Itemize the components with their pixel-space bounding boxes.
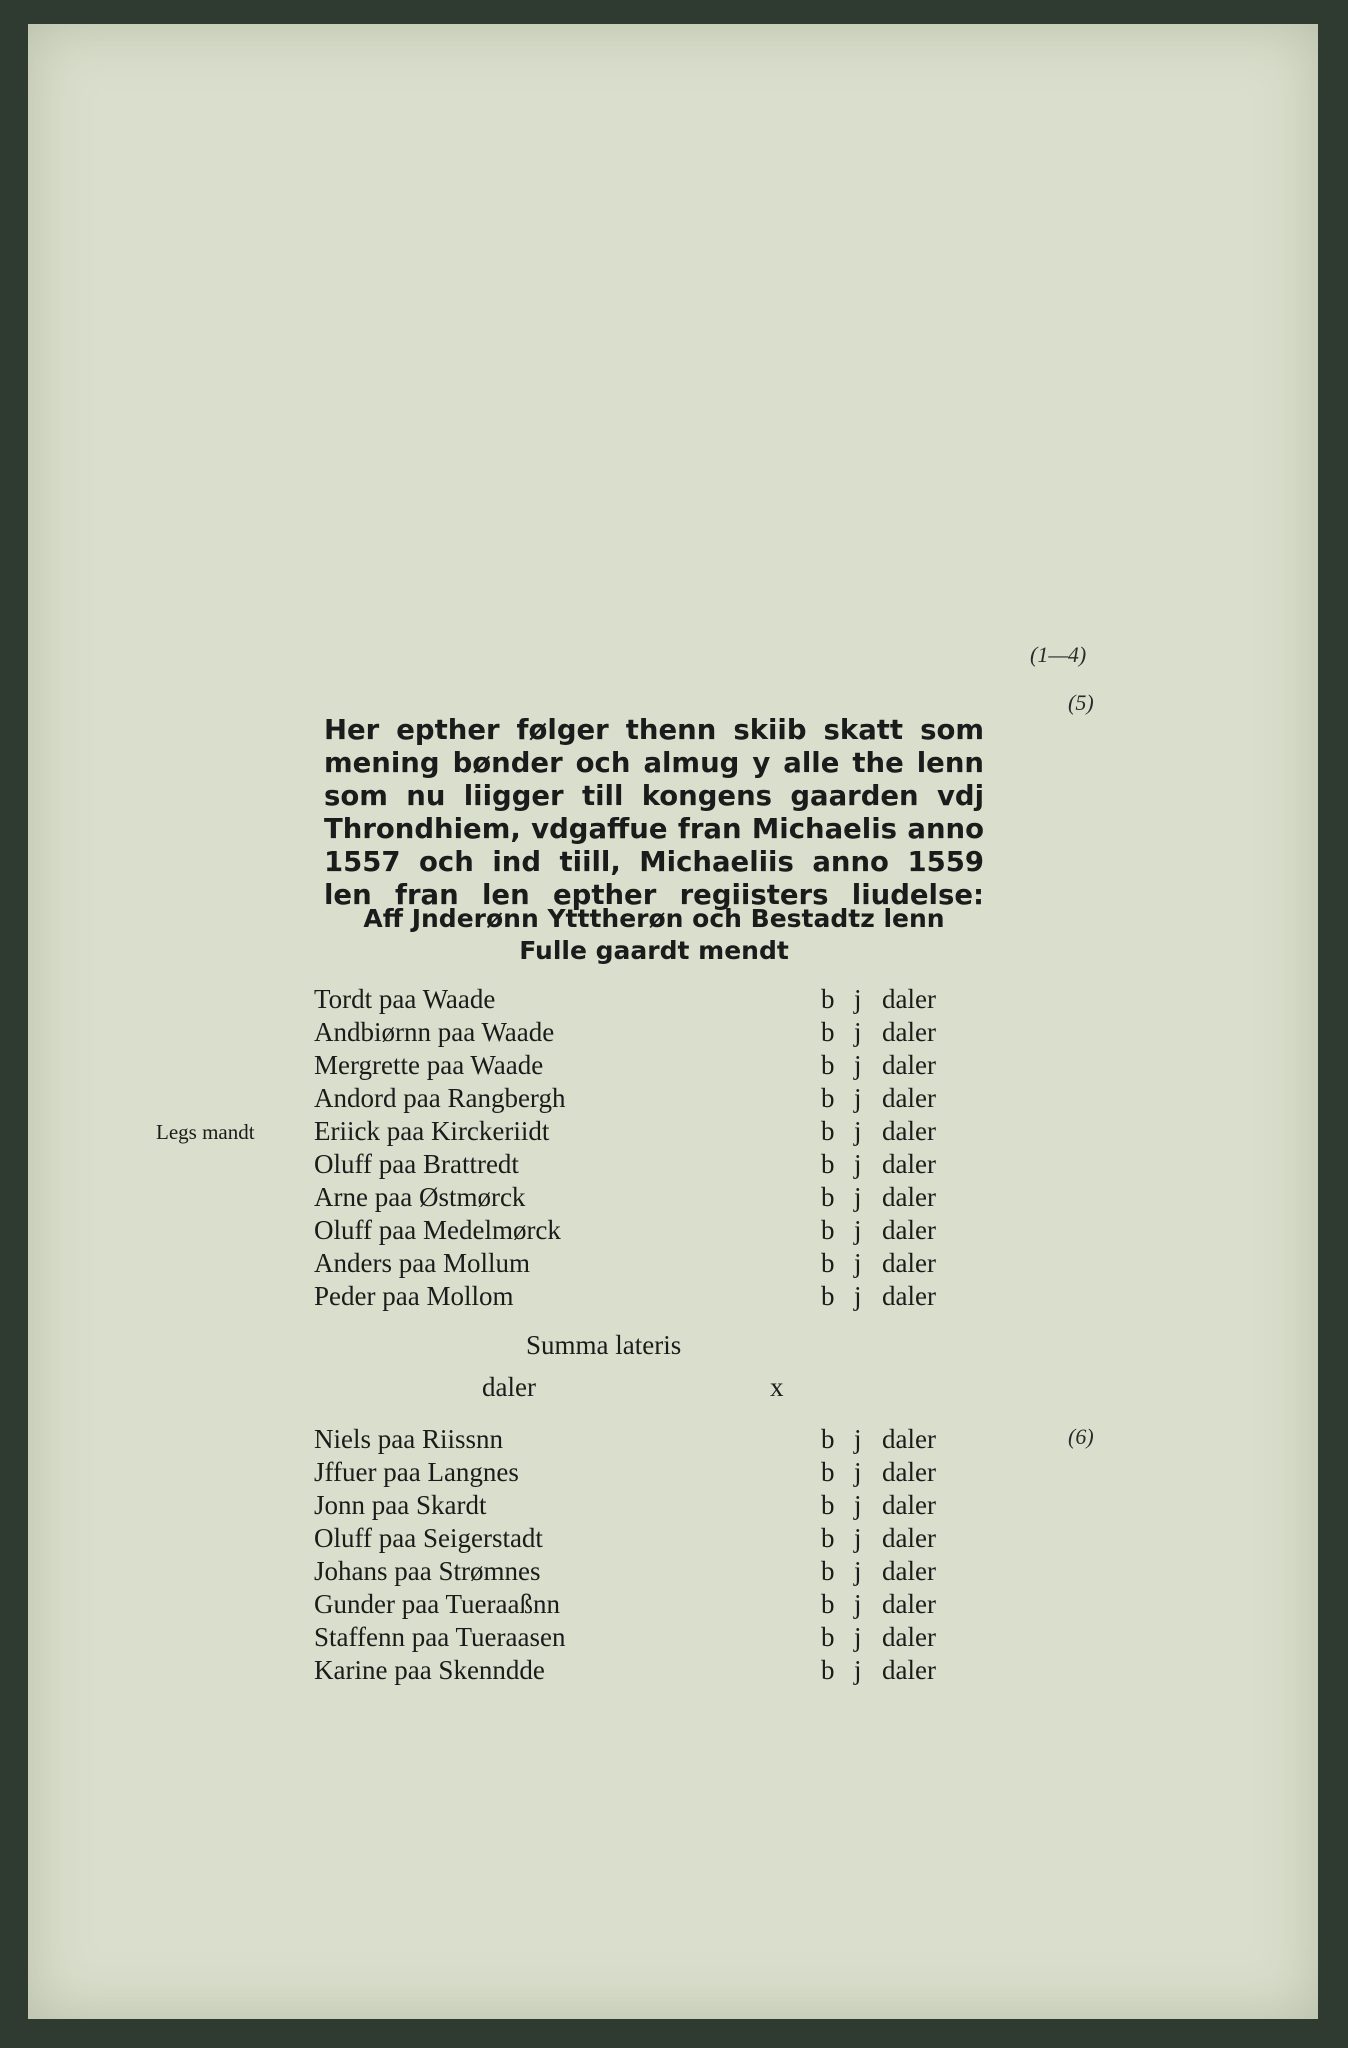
list-item [28,1655,1318,1688]
heading-line: som nu liigger till kongens gaarden vdj [324,780,984,812]
entry-unit: daler [882,1215,936,1245]
entry-name: Staffenn paa Tueraasen [314,1622,566,1652]
entry-j: j [854,1457,862,1487]
list-item [28,1457,1318,1490]
entry-name: Andord paa Rangbergh [314,1083,566,1113]
entry-unit: daler [882,1017,936,1047]
entry-j: j [854,1017,862,1047]
entry-name: Eriick paa Kirckeriidt [314,1116,550,1146]
category-heading: Fulle gaardt mendt [519,936,789,965]
entry-j: j [854,1149,862,1179]
entry-b: b [821,1017,835,1047]
list-item [28,1589,1318,1622]
entry-unit: daler [882,1116,936,1146]
entry-unit: daler [882,1149,936,1179]
entry-unit: daler [882,1248,936,1278]
entry-unit: daler [882,1490,936,1520]
entry-name: Peder paa Mollom [314,1281,514,1311]
entry-b: b [821,1149,835,1179]
entry-unit: daler [882,1281,936,1311]
list-item [28,1149,1318,1182]
entry-b: b [821,1523,835,1553]
entry-name: Andbiørnn paa Waade [314,1017,555,1047]
entry-j: j [854,1116,862,1146]
entry-b: b [821,1116,835,1146]
entry-b: b [821,1248,835,1278]
list-item [28,1281,1318,1314]
entry-b: b [821,1556,835,1586]
entry-j: j [854,1248,862,1278]
entry-b: b [821,1215,835,1245]
margin-note-1-4: (1—4) [1030,642,1087,667]
heading-line: len fran len epther regiisters liudelse: [324,879,984,911]
entry-name: Arne paa Østmørck [314,1182,526,1212]
entry-j: j [854,1424,862,1454]
entry-unit: daler [882,1622,936,1652]
entry-unit: daler [882,1655,936,1685]
list-item [28,1017,1318,1050]
entry-b: b [821,1083,835,1113]
entry-b: b [821,1182,835,1212]
entry-b: b [821,1281,835,1311]
entry-unit: daler [882,1182,936,1212]
entry-b: b [821,1589,835,1619]
list-item [28,984,1318,1017]
list-item [28,1622,1318,1655]
summa-value: x [770,1372,784,1402]
entry-name: Johans paa Strømnes [314,1556,541,1586]
entry-unit: daler [882,1589,936,1619]
entry-j: j [854,1182,862,1212]
list-item [28,1523,1318,1556]
entry-j: j [854,1589,862,1619]
entry-unit: daler [882,984,936,1014]
entry-name: Oluff paa Medelmørck [314,1215,561,1245]
entry-b: b [821,1655,835,1685]
entry-j: j [854,1050,862,1080]
entry-name: Tordt paa Waade [314,984,496,1014]
entry-name: Anders paa Mollum [314,1248,530,1278]
list-item [28,1116,1318,1149]
entry-j: j [854,1523,862,1553]
entry-name: Oluff paa Seigerstadt [314,1523,543,1553]
entry-b: b [821,1622,835,1652]
entry-name: Jonn paa Skardt [314,1490,487,1520]
entry-j: j [854,1556,862,1586]
entry-name: Niels paa Riissnn [314,1424,503,1454]
summa-label: Summa lateris [526,1330,682,1360]
entry-name: Mergrette paa Waade [314,1050,544,1080]
list-item [28,1050,1318,1083]
entry-unit: daler [882,1050,936,1080]
district-heading: Aff Jnderønn Ytttherøn och Bestadtz lenn [363,904,945,933]
summa-unit: daler [482,1372,536,1402]
entry-j: j [854,1215,862,1245]
list-item [28,1556,1318,1589]
list-item [28,1248,1318,1281]
entry-j: j [854,1655,862,1685]
entry-margin-note: Legs mandt [156,1120,255,1144]
entry-unit: daler [882,1457,936,1487]
margin-note-6: (6) [1068,1424,1094,1449]
entry-name: Karine paa Skenndde [314,1655,545,1685]
entry-name: Oluff paa Brattredt [314,1149,519,1179]
entry-b: b [821,1490,835,1520]
section-heading [324,714,984,912]
list-item [28,1424,1318,1457]
entry-unit: daler [882,1083,936,1113]
entry-unit: daler [882,1424,936,1454]
list-item [28,1182,1318,1215]
entry-j: j [854,1622,862,1652]
entry-b: b [821,1050,835,1080]
entry-b: b [821,984,835,1014]
entry-name: Jffuer paa Langnes [314,1457,519,1487]
document-page [28,24,1318,2019]
margin-note-5: (5) [1068,690,1094,715]
heading-line: Her epther følger thenn skiib skatt som [324,714,984,746]
entry-b: b [821,1424,835,1454]
entry-unit: daler [882,1556,936,1586]
entry-j: j [854,1083,862,1113]
list-item [28,1083,1318,1116]
list-item [28,1490,1318,1523]
entry-unit: daler [882,1523,936,1553]
entry-name: Gunder paa Tueraaßnn [314,1589,560,1619]
heading-line: Throndhiem, vdgaffue fran Michaelis anno [324,813,984,845]
entry-b: b [821,1457,835,1487]
heading-line: mening bønder och almug y alle the lenn [324,747,984,779]
list-item [28,1215,1318,1248]
entry-j: j [854,1490,862,1520]
heading-line: 1557 och ind tiill, Michaeliis anno 1559 [324,846,984,878]
entry-j: j [854,1281,862,1311]
entry-j: j [854,984,862,1014]
